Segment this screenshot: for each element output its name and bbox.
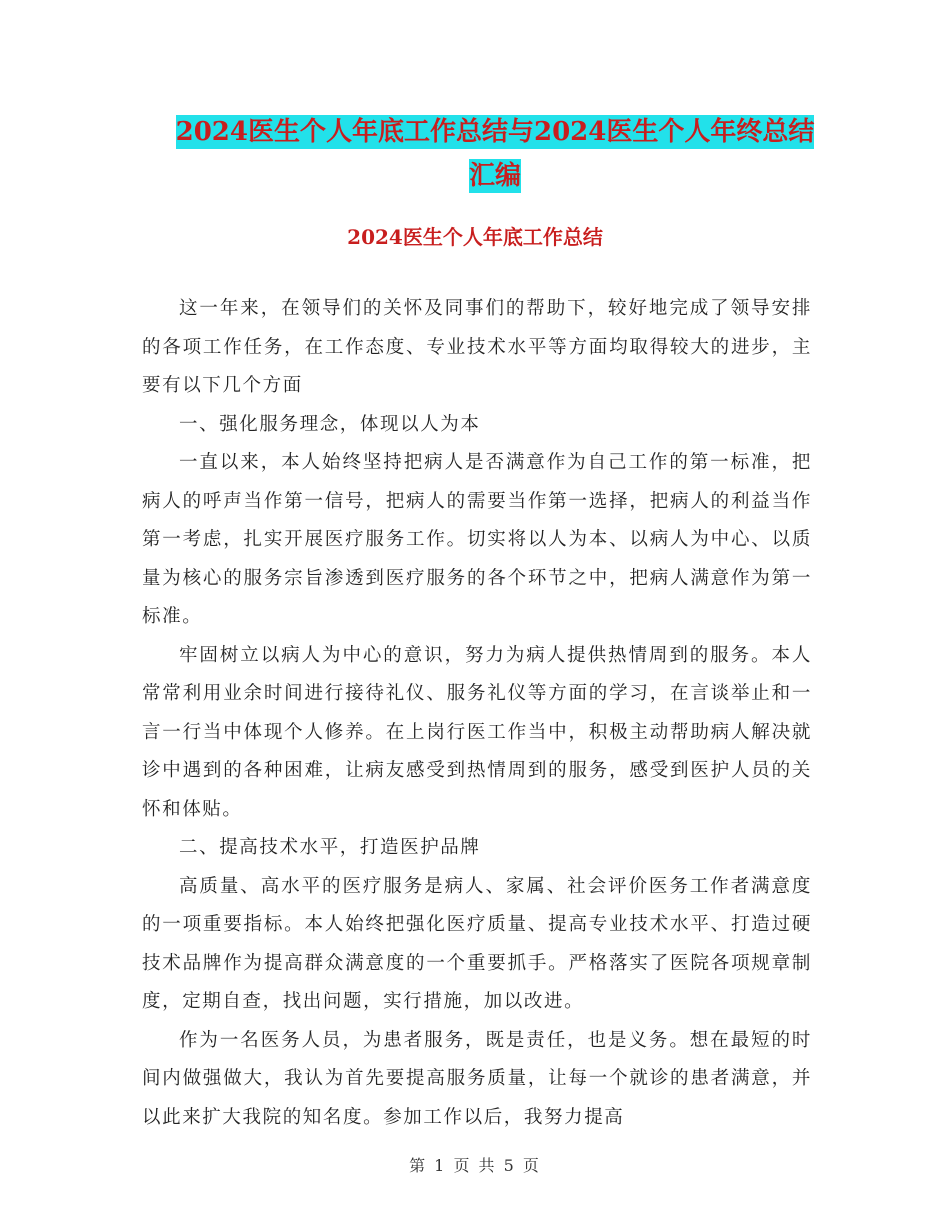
document-body [142, 290, 812, 1137]
document-title-line1: 2024医生个人年底工作总结与2024医生个人年终总结 [175, 117, 815, 147]
document-title-line2: 汇编 [468, 161, 521, 191]
section-title: 2024医生个人年底工作总结 [347, 225, 603, 249]
page-footer: 第 1 页 共 5 页 [409, 1156, 541, 1175]
paragraph: 一直以来，本人始终坚持把病人是否满意作为自己工作的第一标准，把病人的呼声当作第一信号，把病人的需要当作第一选择，把病人的利益当作第一考虑，扎实开展医疗服务工作。切实将以人为本、以病人为中心、以质量为核心的服务宗旨渗透到医疗服务的各个环节之中，把病人满意作为第一标准。 [142, 452, 812, 627]
section-heading-1: 一、强化服务理念，体现以人为本 [179, 413, 481, 435]
paragraph: 这一年来，在领导们的关怀及同事们的帮助下，较好地完成了领导安排的各项工作任务，在工作态度、专业技术水平等方面均取得较大的进步，主要有以下几个方面 [142, 298, 812, 396]
paragraph: 作为一名医务人员，为患者服务，既是责任，也是义务。想在最短的时间内做强做大，我认为首先要提高服务质量，让每一个就诊的患者满意，并以此来扩大我院的知名度。参加工作以后，我努力提高 [142, 1029, 812, 1128]
document-title [140, 110, 850, 198]
section-heading-2: 二、提高技术水平，打造医护品牌 [179, 837, 481, 858]
paragraph: 牢固树立以病人为中心的意识，努力为病人提供热情周到的服务。本人常常利用业余时间进行接待礼仪、服务礼仪等方面的学习，在言谈举止和一言一行当中体现个人修养。在上岗行医工作当中，积极主动帮助病人解决就诊中遇到的各种困难，让病友感受到热情周到的服务，感受到医护人员的关怀和体贴。 [142, 644, 812, 820]
paragraph: 高质量、高水平的医疗服务是病人、家属、社会评价医务工作者满意度的一项重要指标。本人始终把强化医疗质量、提高专业技术水平、打造过硬技术品牌作为提高群众满意度的一个重要抓手。严格落实了医院各项规章制度，定期自查，找出问题，实行措施，加以改进。 [142, 875, 812, 1012]
